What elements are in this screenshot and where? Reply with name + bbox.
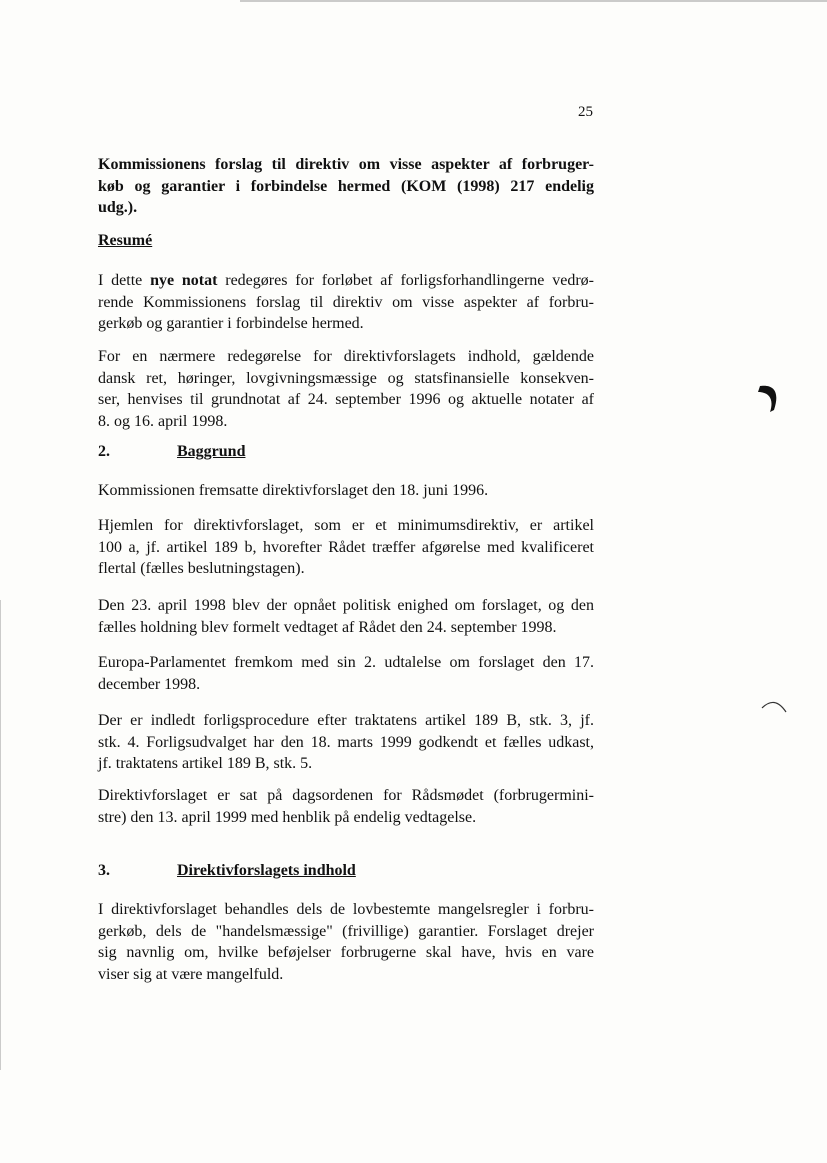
title-line: udg.). xyxy=(98,199,138,216)
paragraph-line: flertal (fælles beslutningstagen). xyxy=(98,560,305,577)
paragraph-line: rende Kommissionens forslag til direktiv om visse aspekter af forbru- xyxy=(98,293,594,311)
paragraph-conciliation xyxy=(98,710,594,775)
resume-heading: Resumé xyxy=(98,232,153,249)
paragraph-line: stre) den 13. april 1999 med henblik på endelig vedtagelse. xyxy=(98,808,477,826)
scan-curl-mark xyxy=(760,698,790,722)
paragraph-line: I direktivforslaget behandles dels de lovbestemte mangelsregler i forbru- xyxy=(98,901,594,918)
paragraph-content-summary xyxy=(98,899,594,985)
paragraph-line: Hjemlen for direktivforslaget, som er et minimumsdirektiv, er artikel xyxy=(98,517,594,534)
paragraph-line: gerkøb og garantier i forbindelse hermed. xyxy=(98,315,364,332)
text-run: I dette xyxy=(98,272,151,289)
paragraph-line: dansk ret, høringer, lovgivningsmæssige og statsfinansielle konsekven- xyxy=(98,369,594,387)
paragraph-line: 100 a, jf. artikel 189 b, hvorefter Rådet træffer afgørelse med kvalificeret xyxy=(98,538,594,556)
section-number: 2. xyxy=(98,443,110,460)
bold-emphasis: nye notat xyxy=(150,272,218,289)
paragraph-line: Den 23. april 1998 blev der opnået politisk enighed om forslaget, og den xyxy=(98,597,594,614)
section-title: Baggrund xyxy=(177,443,246,460)
paragraph-line: stk. 4. Forligsudvalget har den 18. marts 1999 godkendt et fælles udkast, xyxy=(98,733,594,751)
paragraph-line: Der er indledt forligsprocedure efter traktatens artikel 189 B, stk. 3, jf. xyxy=(98,712,594,729)
paragraph-proposal-date xyxy=(98,480,594,502)
paragraph-legal-basis xyxy=(98,515,594,580)
paragraph-political-agreement xyxy=(98,595,594,638)
paragraph-line: fælles holdning blev formelt vedtaget af Rådet den 24. september 1998. xyxy=(98,618,557,636)
scan-edge-mark xyxy=(240,0,827,2)
text-run: redegøres for forløbet af forligsforhandlingerne vedrø- xyxy=(217,272,594,289)
paragraph-line: For en nærmere redegørelse for direktivforslagets indhold, gældende xyxy=(98,348,594,365)
paragraph-line: Direktivforslaget er sat på dagsordenen for Rådsmødet (forbrugermini- xyxy=(98,787,594,804)
title-line: køb og garantier i forbindelse hermed (KOM (1998) 217 endelig xyxy=(98,177,594,195)
paragraph-reference xyxy=(98,346,594,432)
paragraph-line: december 1998. xyxy=(98,675,201,693)
paragraph-line: Europa-Parlamentet fremkom med sin 2. udtalelse om forslaget den 17. xyxy=(98,654,594,671)
paragraph-parliament-opinion xyxy=(98,652,594,695)
paragraph-line: Kommissionen fremsatte direktivforslaget den 18. juni 1996. xyxy=(98,482,489,499)
paragraph-line: ser, henvises til grundnotat af 24. september 1996 og aktuelle notater af xyxy=(98,391,594,408)
page-number: 25 xyxy=(578,104,593,120)
paragraph-line xyxy=(98,270,594,292)
scan-margin-line xyxy=(0,600,1,1070)
punch-hole-mark xyxy=(754,380,784,416)
title-line: Kommissionens forslag til direktiv om visse aspekter af forbruger- xyxy=(98,156,594,173)
paragraph-line: sig navnlig om, hvilke beføjelser forbrugerne skal have, hvis en vare xyxy=(98,944,594,961)
paragraph-line: jf. traktatens artikel 189 B, stk. 5. xyxy=(98,755,313,772)
section-number: 3. xyxy=(98,862,110,879)
paragraph-line: gerkøb, dels de "handelsmæssige" (frivillige) garantier. Forslaget drejer xyxy=(98,922,594,940)
paragraph-intro xyxy=(98,270,594,335)
paragraph-line: 8. og 16. april 1998. xyxy=(98,412,228,430)
section-title: Direktivforslagets indhold xyxy=(177,862,356,879)
document-title xyxy=(98,154,594,219)
paragraph-line: viser sig at være mangelfuld. xyxy=(98,965,284,983)
paragraph-agenda xyxy=(98,785,594,828)
